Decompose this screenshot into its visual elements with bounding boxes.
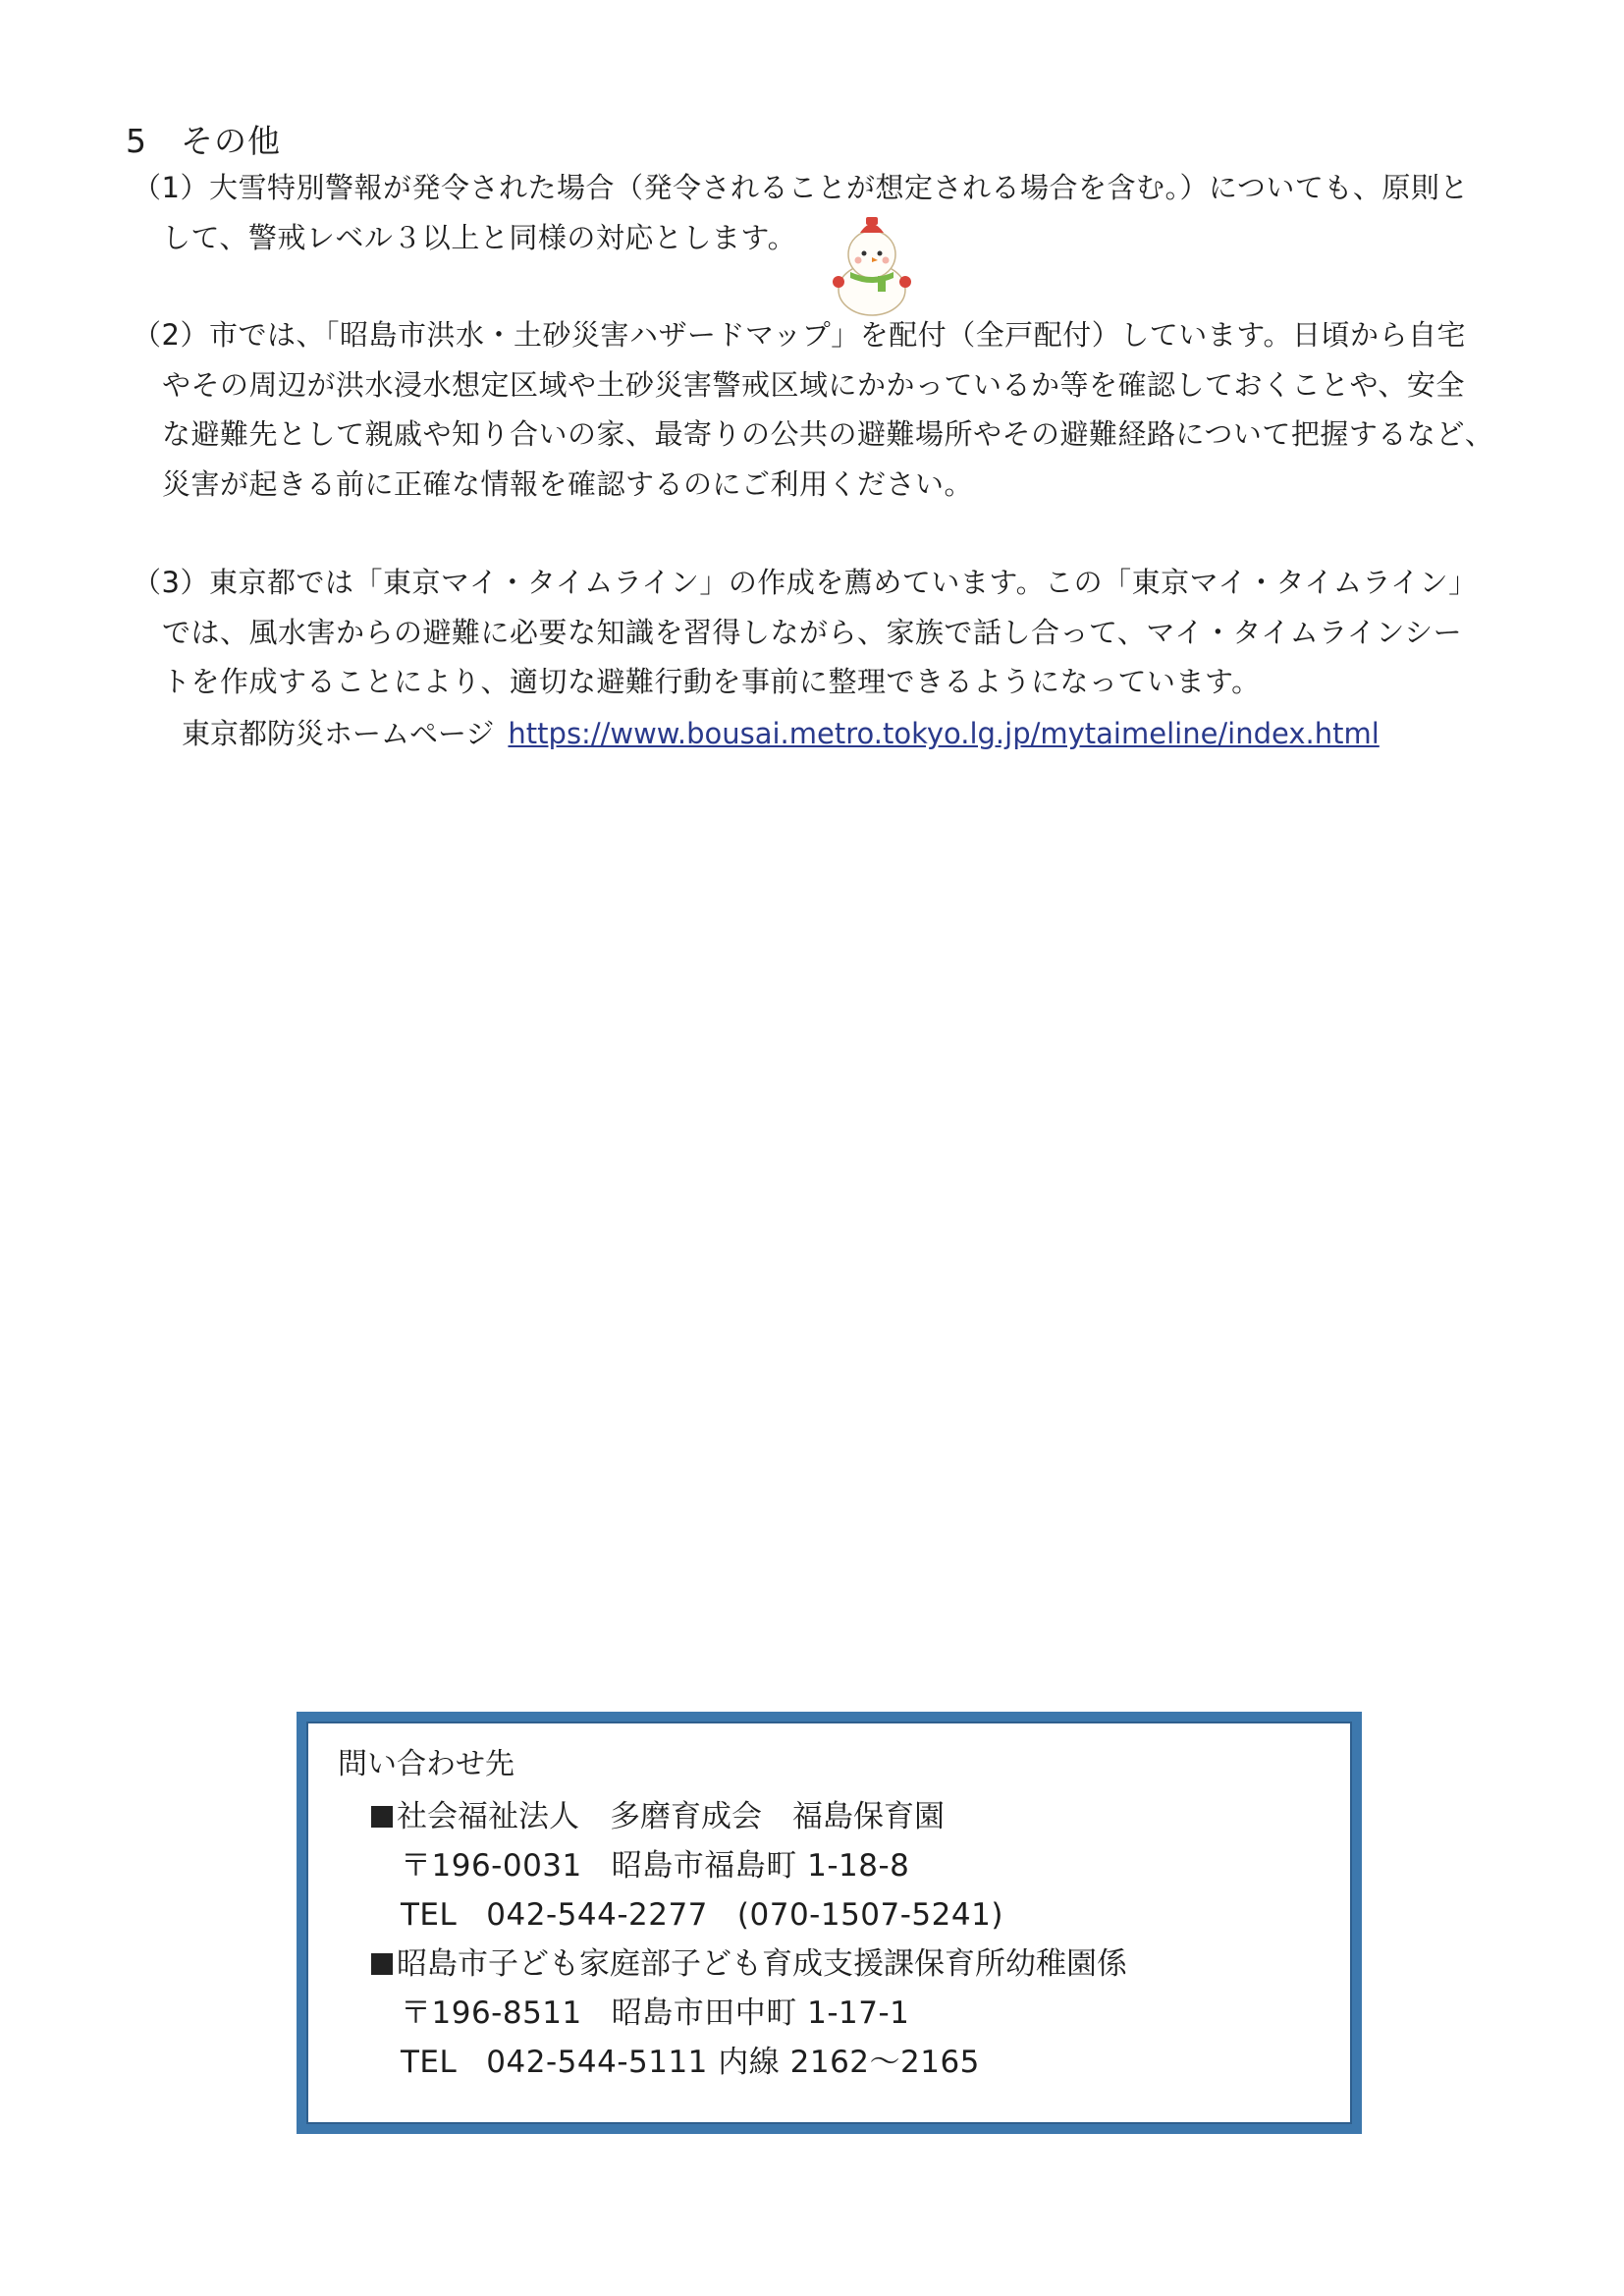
square-bullet-icon (371, 1953, 393, 1975)
contact-org (371, 1940, 1127, 2087)
tel-number: 042-544-5111 (486, 2045, 708, 2080)
snowman-icon (823, 211, 921, 317)
org-name-line (371, 1792, 1003, 1841)
tel-extra: 内線 2162～2165 (718, 2045, 980, 2080)
tel-label: TEL (401, 2045, 458, 2080)
postal-code: 〒196-0031 (401, 1848, 582, 1884)
tel-label: TEL (401, 1897, 458, 1933)
org-name: 社会福祉法人 多磨育成会 福島保育園 (397, 1799, 945, 1834)
contact-org (371, 1792, 1003, 1940)
item-line: （3）東京都では「東京マイ・タイムライン」の作成を薦めています。この「東京マイ・タイムライン」 (133, 566, 1478, 599)
item-line: やその周辺が洪水浸水想定区域や土砂災害警戒区域にかかっているか等を確認しておくことや、安全 (162, 367, 1465, 402)
item-line: な避難先として親戚や知り合いの家、最寄りの公共の避難場所やその避難経路について把握するなど、 (162, 417, 1494, 451)
org-tel-line (371, 1890, 1003, 1940)
list-item (133, 310, 1517, 509)
address: 昭島市田中町 1-17-1 (611, 1995, 910, 2031)
homepage-label: 東京都防災ホームページ (182, 717, 495, 750)
item-line: して、警戒レベル３以上と同様の対応とします。 (162, 220, 797, 254)
org-name-line (371, 1940, 1127, 1989)
tel-number: 042-544-2277 (486, 1897, 708, 1933)
item-line: トを作成することにより、適切な避難行動を事前に整理できるようになっています。 (162, 665, 1261, 698)
contact-box-inner (306, 1722, 1352, 2124)
item-line: （2）市では、「昭島市洪水・土砂災害ハザードマップ」を配付（全戸配付）しています。日頃から自宅 (133, 318, 1466, 352)
item-line: 災害が起きる前に正確な情報を確認するのにご利用ください。 (162, 466, 974, 501)
org-tel-line (371, 2038, 1127, 2087)
org-address-line (371, 1989, 1127, 2038)
square-bullet-icon (371, 1806, 393, 1828)
address: 昭島市福島町 1-18-8 (611, 1848, 910, 1884)
section-title: 5 その他 (126, 122, 281, 160)
list-item (133, 558, 1517, 707)
homepage-reference (182, 709, 1380, 758)
postal-code: 〒196-8511 (401, 1995, 582, 2031)
contact-box (297, 1712, 1362, 2134)
org-address-line (371, 1841, 1003, 1890)
homepage-link[interactable]: https://www.bousai.metro.tokyo.lg.jp/mytaimeline/index.html (508, 717, 1380, 750)
org-name: 昭島市子ども家庭部子ども育成支援課保育所幼稚園係 (397, 1946, 1127, 1982)
item-line: （1）大雪特別警報が発令された場合（発令されることが想定される場合を含む。）についても、原則と (133, 171, 1469, 204)
tel-extra: (070-1507-5241) (736, 1897, 1003, 1933)
contact-title: 問い合わせ先 (338, 1747, 514, 1781)
item-line: では、風水害からの避難に必要な知識を習得しながら、家族で話し合って、マイ・タイムラインシー (162, 615, 1463, 649)
